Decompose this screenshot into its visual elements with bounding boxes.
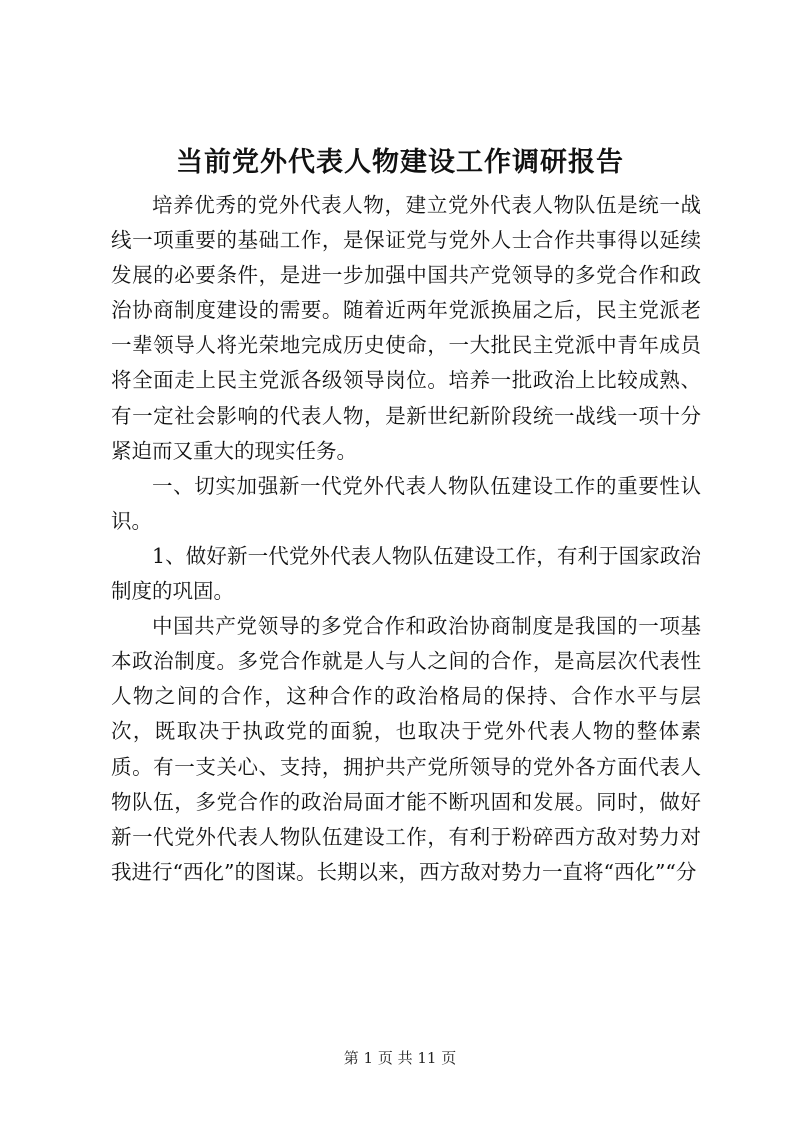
paragraph-intro: 培养优秀的党外代表人物，建立党外代表人物队伍是统一战线一项重要的基础工作，是保证党与党外人士合作共事得以延续发展的必要条件，是进一步加强中国共产党领导的多党合作和政治协商制度建设的需要。随着近两年党派换届之后，民主党派老一辈领导人将光荣地完成历史使命，一大批民主党派中青年成员将全面走上民主党派各级领导岗位。培养一批政治上比较成熟、有一定社会影响的代表人物，是新世纪新阶段统一战线一项十分紧迫而又重大的现实任务。 bbox=[111, 193, 701, 463]
page-footer: 第 1 页 共 11 页 bbox=[343, 1049, 457, 1067]
paragraph-body: 中国共产党领导的多党合作和政治协商制度是我国的一项基本政治制度。多党合作就是人与人之间的合作，是高层次代表性人物之间的合作，这种合作的政治格局的保持、合作水平与层次，既取决于执政党的面貌，也取决于党外代表人物的整体素质。有一支关心、支持，拥护共产党所领导的党外各方面代表人物队伍，多党合作的政治局面才能不断巩固和发展。同时，做好新一代党外代表人物队伍建设工作，有利于粉碎西方敌对势力对我进行“西化”的图谋。长期以来，西方敌对势力一直将“西化”“分 bbox=[111, 614, 701, 884]
document-body bbox=[111, 188, 701, 890]
section-heading-1: 一、切实加强新一代党外代表人物队伍建设工作的重要性认识。 bbox=[111, 473, 701, 533]
document-title: 当前党外代表人物建设工作调研报告 bbox=[176, 147, 624, 178]
subsection-heading-1: 1、做好新一代党外代表人物队伍建设工作，有利于国家政治制度的巩固。 bbox=[111, 543, 701, 604]
